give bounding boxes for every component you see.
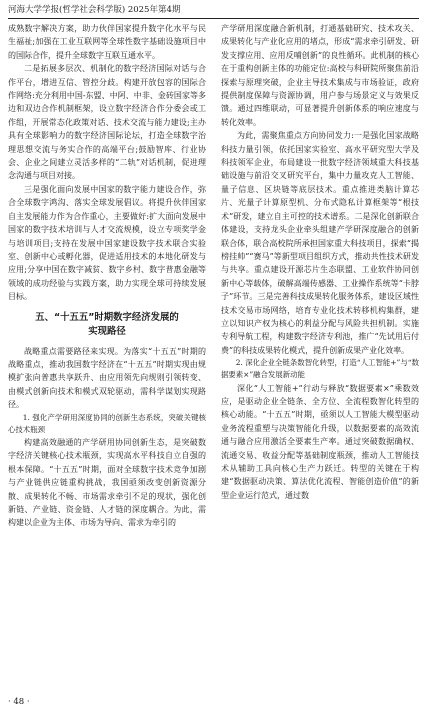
paragraph: 成熟数字解决方案，助力伙伴国家提升数字化水平与民生福祉;加强在工业互联网等全球性数字基础设施项目中的国际合作，提升全球数字互联互通水平。 (8, 24, 206, 60)
running-header: 河海大学学报(哲学社会科学版) 2025年第4期 (8, 5, 181, 15)
paragraph: 构建高效融通的产学研用协同创新生态，是突破数字经济关键核心技术瓶颈，实现高水平科技自立自强的根本保障。“十五五”时期，面对全球数字技术竞争加剧与产业链供应链重构挑战，我国亟须改变创新资源分散、成果转化不畅、市场需求牵引不足的现状，强化创新链、产业链、资金链、人才链的深度耦合。为此，需构建以企业为主体、市场为导向、需求为牵引的 (8, 437, 206, 528)
section-heading-line: 实现路径 (88, 325, 126, 337)
paragraph: 产学研用深度融合新机制，打通基础研究、技术攻关、成果转化与产业化应用的堵点，形成“需求牵引研发、研发支撑应用、应用反哺创新”的良性循环。此机制的核心在于重构创新主体的功能定位:高校与科研院所聚焦前沿探索与原理突破，企业主导技术集成与市场验证，政府提供制度保障与资源协调，用户参与场景定义与效果反馈。通过四维联动，可显著提升创新体系的响应速度与转化效率。 (221, 24, 419, 127)
header-rule (8, 18, 419, 19)
paragraph: 为此，需聚焦重点方向协同发力:一是强化国家战略科技力量引领，依托国家实验室、高水平研究型大学及科技领军企业，布局建设一批数字经济领域重大科技基础设施与前沿交叉研究平台，集中力量攻克人工智能、量子信息、区块链等底层技术。重点推进类脑计算芯片、光量子计算原型机、分布式隐私计算框架等“根技术”研发，建立自主可控的技术谱系。二是深化创新联合体建设，支持龙头企业牵头组建产学研深度融合的创新联合体，联合高校院所承担国家重大科技项目，探索“揭榜挂帅”“赛马”等新型项目组织方式，推动共性技术研发与共享。重点建设开源芯片生态联盟、工业软件协同创新中心等载体，破解高端传感器、工业操作系统等“卡脖子”环节。三是完善科技成果转化服务体系，建设区域性技术交易市场网络，培育专业化技术转移机构集群，建立以知识产权为核心的利益分配与风险共担机制。实施专利导航工程，构建数字经济专利池，推广“先试用后付费”的科技成果转化模式，提升创新成果产业化效率。 (221, 131, 419, 355)
paragraph: 二是拓展多层次、机制化的数字经济国际对话与合作平台，增进互信、管控分歧。构建开放包容的国际合作网络:充分利用中国-东盟、中阿、中非、金砖国家等多边和双边合作机制框架，设立数字经济合作分委会或工作组，开展常态化政策对话、技术交流与能力建设;主办具有全球影响力的数字经济国际论坛，打造全球数字治理思想交流与务实合作的高端平台;鼓励智库、行业协会、企业之间建立灵活多样的“二轨”对话机制，促进理念沟通与项目对接。 (8, 64, 206, 181)
left-column (8, 22, 206, 530)
subsection-heading: 1. 强化产学研用深度协同的创新生态系统，突破关键核心技术瓶颈 (8, 412, 206, 434)
paragraph: 三是强化面向发展中国家的数字能力建设合作，弥合全球数字鸿沟、落实全球发展倡议。将提升伙伴国家自主发展能力作为合作重心，主要做好:扩大面向发展中国家的数字技术培训与人才交流规模，设立专项奖学金与培训项目;支持在发展中国家建设数字技术联合实验室、创新中心或孵化器，促进适用技术的本地化研发与应用;分享中国在数字减贫、数字乡村、数字普惠金融等领域的成功经验与实践方案，助力实现全球可持续发展目标。 (8, 184, 206, 302)
section-heading-line: 五、“十五五”时期数字经济发展的 (35, 311, 179, 323)
page-number: · 48 · (8, 697, 30, 707)
subsection-heading: 2. 深化企业全链条数智化转型，打造“人工智能+”与“数据要素×”融合发展新动能 (221, 358, 419, 380)
paragraph: 深化“人工智能+”行动与释放“数据要素×”乘数效应，是驱动企业全链条、全方位、全流程数智化转型的核心动能。“十五五”时期，亟须以人工智能大模型驱动业务流程重塑与决策智能化升级，以数据要素的高效流通与融合应用激活全要素生产率。通过突破数据确权、流通交易、收益分配等基础制度瓶颈，推动人工智能技术从辅助工具向核心生产力跃迁。转型的关键在于构建“数据驱动决策、算法优化流程、智能创造价值”的新型企业运行范式，通过数 (221, 383, 419, 500)
right-column (221, 22, 419, 502)
paragraph: 战略重点需要路径来实现。为落实“十五五”时期的战略重点，推动我国数字经济在“十五五”时期实现由规模扩张向普惠共享跃升、由应用领先向规则引领转变、由模式创新向技术和模式双轮驱动，需科学谋划实现路径。 (8, 346, 206, 410)
section-heading (8, 311, 206, 339)
